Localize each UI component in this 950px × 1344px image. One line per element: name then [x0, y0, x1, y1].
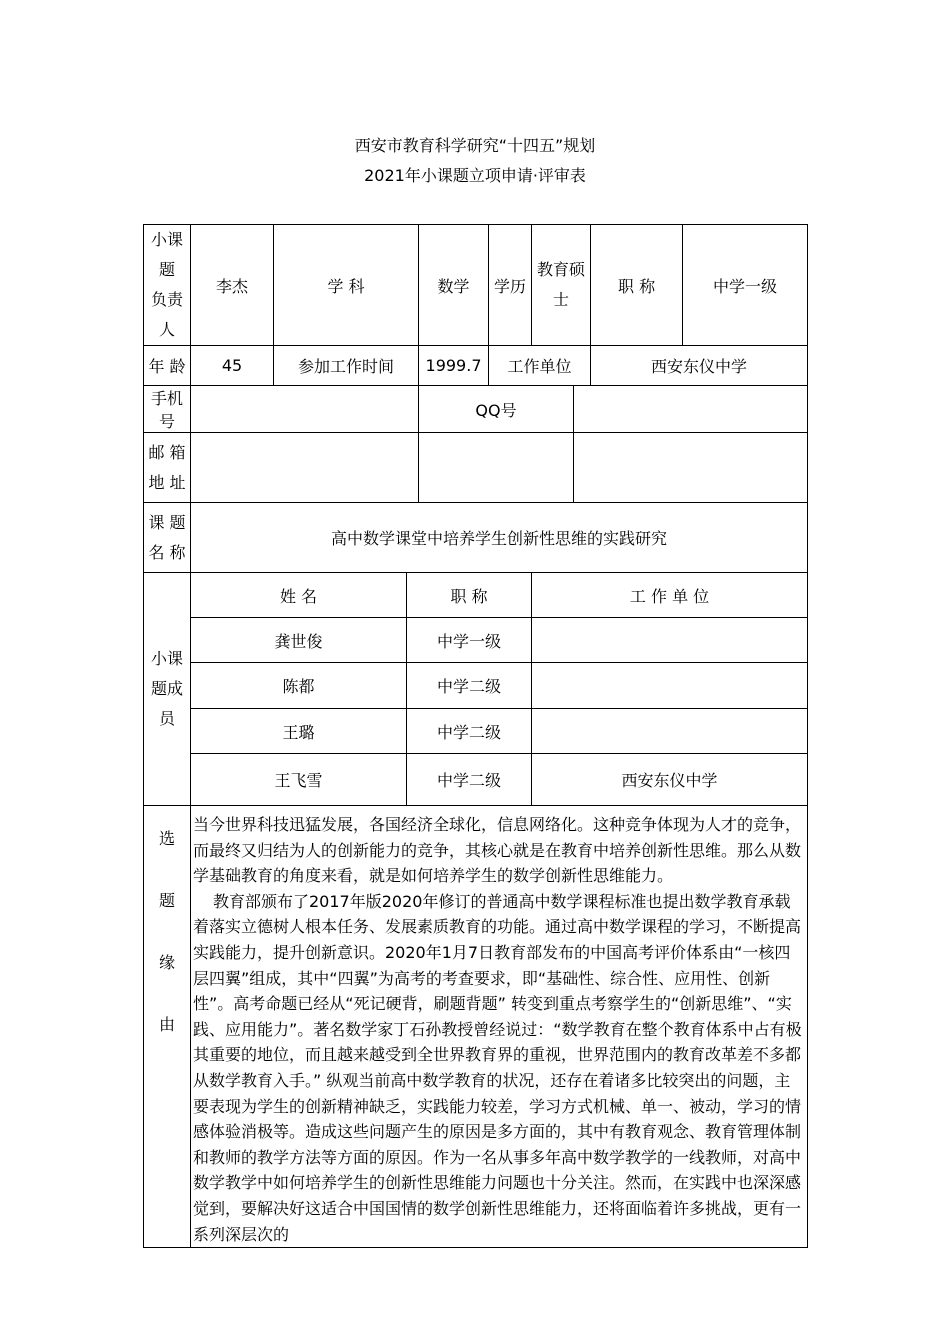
member-employer	[532, 663, 808, 709]
table-row	[144, 618, 808, 663]
member-name: 龚世俊	[191, 618, 407, 663]
member-title: 中学二级	[407, 663, 532, 709]
qq-value[interactable]	[574, 386, 808, 433]
member-title: 中学二级	[407, 709, 532, 754]
age-label: 年 龄	[144, 346, 191, 386]
member-employer	[532, 618, 808, 663]
leader-name: 李杰	[191, 225, 274, 346]
members-header-employer: 工 作 单 位	[532, 573, 808, 618]
education-label: 学历	[489, 225, 532, 346]
form-subtitle: 2021年小课题立项申请·评审表	[364, 166, 586, 185]
rationale-label: 选 题 缘 由	[144, 806, 191, 1248]
table-row	[144, 663, 808, 709]
email-label: 邮 箱 地 址	[144, 433, 191, 503]
education-value: 教育硕 士	[532, 225, 591, 346]
subject-label: 学 科	[274, 225, 419, 346]
members-header-name: 姓 名	[191, 573, 407, 618]
member-employer: 西安东仪中学	[532, 754, 808, 806]
subject-value: 数学	[419, 225, 489, 346]
email-extra-1[interactable]	[419, 433, 574, 503]
work-start-label: 参加工作时间	[274, 346, 419, 386]
member-title: 中学一级	[407, 618, 532, 663]
phone-value[interactable]	[191, 386, 419, 433]
members-header-title: 职 称	[407, 573, 532, 618]
title-value: 中学一级	[683, 225, 808, 346]
email-value[interactable]	[191, 433, 419, 503]
member-title: 中学二级	[407, 754, 532, 806]
qq-label: QQ号	[419, 386, 574, 433]
age-value: 45	[191, 346, 274, 386]
email-extra-2[interactable]	[574, 433, 808, 503]
member-name: 陈都	[191, 663, 407, 709]
work-start-value: 1999.7	[419, 346, 489, 386]
member-employer	[532, 709, 808, 754]
member-name: 王璐	[191, 709, 407, 754]
leader-label: 小课题 负责人	[144, 225, 191, 346]
employer-value: 西安东仪中学	[591, 346, 808, 386]
form-title: 西安市教育科学研究“十四五”规划	[354, 136, 596, 155]
rationale-text	[191, 806, 808, 1248]
member-name: 王飞雪	[191, 754, 407, 806]
phone-label: 手机号	[144, 386, 191, 433]
topic-value: 高中数学课堂中培养学生创新性思维的实践研究	[191, 503, 808, 573]
table-row	[144, 754, 808, 806]
topic-label: 课 题 名 称	[144, 503, 191, 573]
rationale-paragraph-2: 教育部颁布了2017年版2020年修订的普通高中数学课程标准也提出数学教育承载着落实立德树人根本任务、发展素质教育的功能。通过高中数学课程的学习，不断提高实践能力，提升创新意识。2020年1月7日教育部发布的中国高考评价体系由“一核四层四翼”组成，其中“四翼”为高考的考查要求，即“基础性、综合性、应用性、创新性”。高考命题已经从“死记硬背，刷题背题” 转变到重点考察学生的“创新思维”、“实践、应用能力”。著名数学家丁石孙教授曾经说过：“数学教育在整个教育体系中占有极其重要的地位，而且越来越受到全世界教育界的重视，世界范围内的教育改革差不多都从数学教育入手。” 纵观当前高中数学教育的状况，还存在着诸多比较突出的问题，主要表现为学生的创新精神缺乏，实践能力较差，学习方式机械、单一、被动，学习的情感体验消极等。造成这些问题产生的原因是多方面的，其中有教育观念、教育管理体制和教师的教学方法等方面的原因。作为一名从事多年高中数学教学的一线教师，对高中数学教学中如何培养学生的创新性思维能力问题也十分关注。然而，在实践中也深深感觉到，要解决好这适合中国国情的数学创新性思维能力，还将面临着许多挑战，更有一系列深层次的	[193, 891, 802, 1244]
application-form-table	[143, 224, 808, 1248]
rationale-paragraph-1: 当今世界科技迅猛发展，各国经济全球化，信息网络化。这种竞争体现为人才的竞争，而最终又归结为人的创新能力的竞争，其核心就是在教育中培养创新性思维。那么从数学基础教育的角度来看，就是如何培养学生的数学创新性思维能力。	[193, 815, 802, 886]
table-row	[144, 709, 808, 754]
members-label: 小课 题成 员	[144, 573, 191, 806]
title-label: 职 称	[591, 225, 683, 346]
employer-label: 工作单位	[489, 346, 591, 386]
